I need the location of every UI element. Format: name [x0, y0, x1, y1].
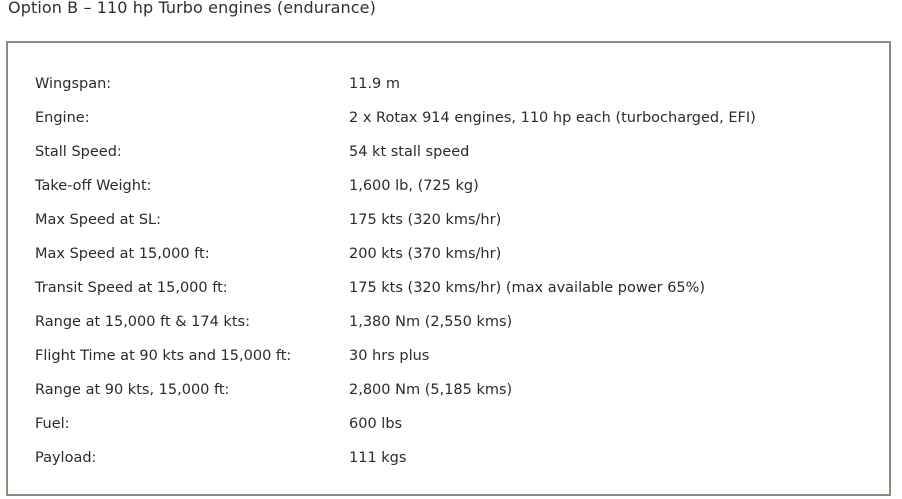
spec-row-stall-speed	[35, 135, 875, 169]
spec-label: Payload:	[35, 450, 97, 466]
spec-row-wingspan	[35, 67, 875, 101]
spec-label: Wingspan:	[35, 76, 112, 92]
spec-row-max-speed-sl	[35, 203, 875, 237]
spec-row-max-speed-15000	[35, 237, 875, 271]
spec-value: 11.9 m	[349, 76, 401, 92]
spec-value: 111 kgs	[349, 450, 407, 466]
spec-row-takeoff-weight	[35, 169, 875, 203]
spec-row-fuel	[35, 407, 875, 441]
spec-value: 2 x Rotax 914 engines, 110 hp each (turbocharged, EFI)	[349, 110, 756, 126]
spec-row-payload	[35, 441, 875, 475]
spec-label: Max Speed at 15,000 ft:	[35, 246, 210, 262]
spec-row-range-174kts	[35, 305, 875, 339]
spec-label: Transit Speed at 15,000 ft:	[35, 280, 228, 296]
spec-value: 600 lbs	[349, 416, 403, 432]
spec-label: Range at 15,000 ft & 174 kts:	[35, 314, 250, 330]
spec-row-transit-speed	[35, 271, 875, 305]
spec-value: 2,800 Nm (5,185 kms)	[349, 382, 513, 398]
spec-value: 54 kt stall speed	[349, 144, 470, 160]
spec-row-engine	[35, 101, 875, 135]
specifications-box	[6, 41, 891, 496]
section-heading: Option B – 110 hp Turbo engines (endurance)	[8, 0, 376, 17]
spec-value: 30 hrs plus	[349, 348, 430, 364]
spec-label: Stall Speed:	[35, 144, 122, 160]
spec-label: Take-off Weight:	[35, 178, 152, 194]
spec-label: Max Speed at SL:	[35, 212, 161, 228]
spec-label: Flight Time at 90 kts and 15,000 ft:	[35, 348, 292, 364]
spec-label: Range at 90 kts, 15,000 ft:	[35, 382, 230, 398]
specifications-table	[35, 67, 875, 475]
spec-value: 175 kts (320 kms/hr) (max available power 65%)	[349, 280, 706, 296]
spec-value: 1,380 Nm (2,550 kms)	[349, 314, 513, 330]
spec-value: 175 kts (320 kms/hr)	[349, 212, 502, 228]
spec-value: 1,600 lb, (725 kg)	[349, 178, 479, 194]
spec-row-range-90kts	[35, 373, 875, 407]
spec-value: 200 kts (370 kms/hr)	[349, 246, 502, 262]
spec-label: Fuel:	[35, 416, 70, 432]
spec-row-flight-time	[35, 339, 875, 373]
spec-label: Engine:	[35, 110, 90, 126]
